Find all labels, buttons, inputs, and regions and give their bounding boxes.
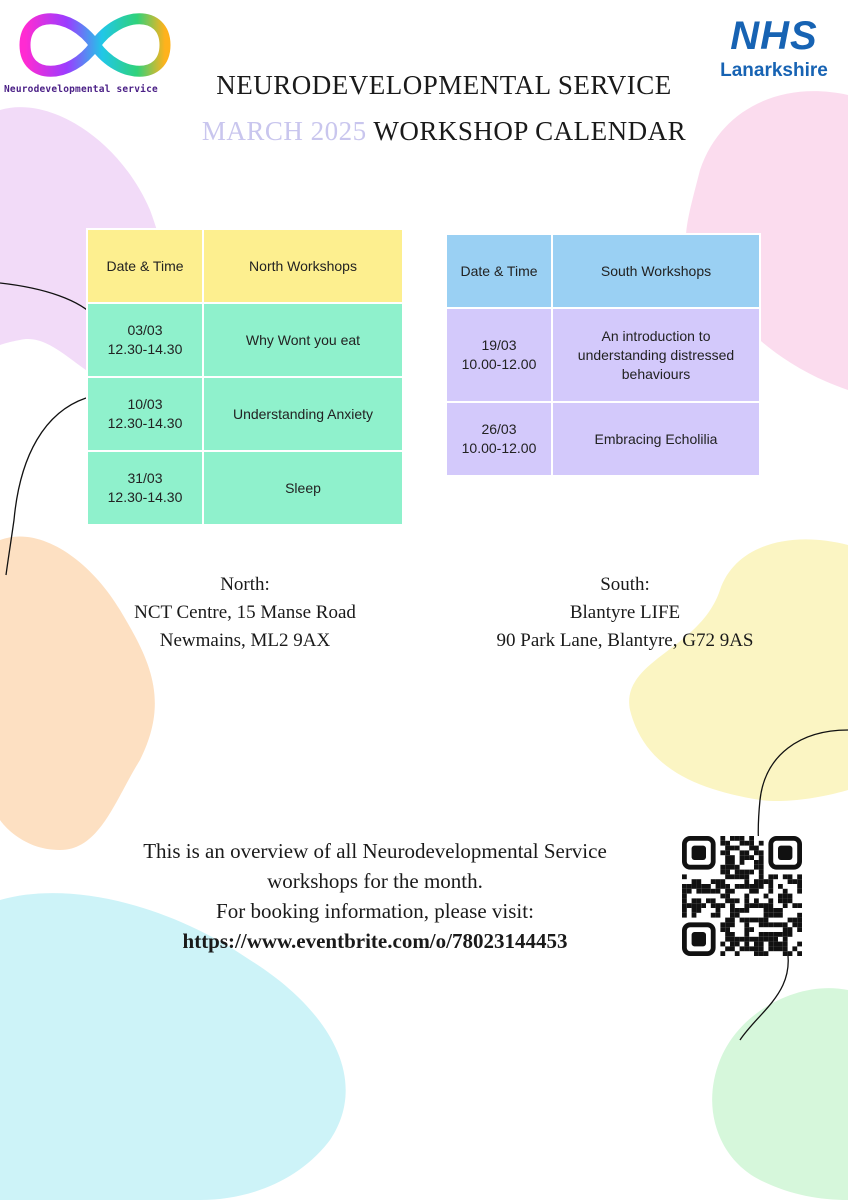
- time: 12.30-14.30: [107, 489, 183, 505]
- workshop-cell: Understanding Anxiety: [203, 377, 403, 451]
- column-header-date: Date & Time: [446, 234, 552, 308]
- workshop-cell: Why Wont you eat: [203, 303, 403, 377]
- page-title: NEURODEVELOPMENTAL SERVICE: [216, 70, 672, 100]
- date: 03/03: [127, 322, 163, 338]
- logo-caption: Neurodevelopmental service: [4, 84, 158, 95]
- date-cell: [87, 303, 203, 377]
- booking-link[interactable]: https://www.eventbrite.com/o/78023144453: [182, 929, 568, 953]
- date-cell: [446, 308, 552, 402]
- location-line: Newmains, ML2 9AX: [159, 630, 331, 651]
- overview-text: [90, 836, 660, 956]
- date-cell: [87, 451, 203, 525]
- workshop-cell: An introduction to understanding distressed behaviours: [552, 308, 760, 402]
- overview-line: For booking information, please visit:: [216, 899, 534, 923]
- location-label: South:: [600, 574, 650, 595]
- location-line: 90 Park Lane, Blantyre, G72 9AS: [496, 630, 754, 651]
- subtitle-month: MARCH 2025: [201, 116, 367, 146]
- time: 12.30-14.30: [107, 415, 183, 431]
- table-row: [446, 308, 760, 402]
- time: 12.30-14.30: [107, 341, 183, 357]
- nhs-region: Lanarkshire: [720, 60, 828, 81]
- nhs-mark: NHS: [730, 14, 818, 58]
- page-subtitle: [0, 116, 848, 147]
- north-workshops-table: [86, 228, 404, 526]
- mint-blob: [712, 988, 848, 1200]
- overview-line: This is an overview of all Neurodevelopmental Service: [143, 839, 607, 863]
- south-location: [460, 571, 790, 655]
- workshop-cell: Embracing Echolilia: [552, 402, 760, 476]
- date: 19/03: [481, 337, 517, 353]
- time: 10.00-12.00: [461, 440, 537, 456]
- table-row: [87, 303, 403, 377]
- location-label: North:: [220, 574, 270, 595]
- date-cell: [87, 377, 203, 451]
- date-cell: [446, 402, 552, 476]
- column-header-workshop: North Workshops: [203, 229, 403, 303]
- table-header-row: [446, 234, 760, 308]
- table-row: [87, 377, 403, 451]
- column-header-workshop: South Workshops: [552, 234, 760, 308]
- table-row: [446, 402, 760, 476]
- date: 26/03: [481, 421, 517, 437]
- table-row: [87, 451, 403, 525]
- location-line: NCT Centre, 15 Manse Road: [134, 602, 356, 623]
- qr-code-icon: [682, 836, 802, 956]
- overview-line: workshops for the month.: [267, 869, 483, 893]
- north-location: [100, 571, 390, 655]
- location-line: Blantyre LIFE: [569, 602, 681, 623]
- south-workshops-table: [445, 233, 761, 477]
- date: 10/03: [127, 396, 163, 412]
- time: 10.00-12.00: [461, 356, 537, 372]
- workshop-cell: Sleep: [203, 451, 403, 525]
- date: 31/03: [127, 470, 163, 486]
- qr-code[interactable]: [682, 836, 802, 956]
- subtitle-rest: WORKSHOP CALENDAR: [373, 116, 687, 146]
- column-header-date: Date & Time: [87, 229, 203, 303]
- table-header-row: [87, 229, 403, 303]
